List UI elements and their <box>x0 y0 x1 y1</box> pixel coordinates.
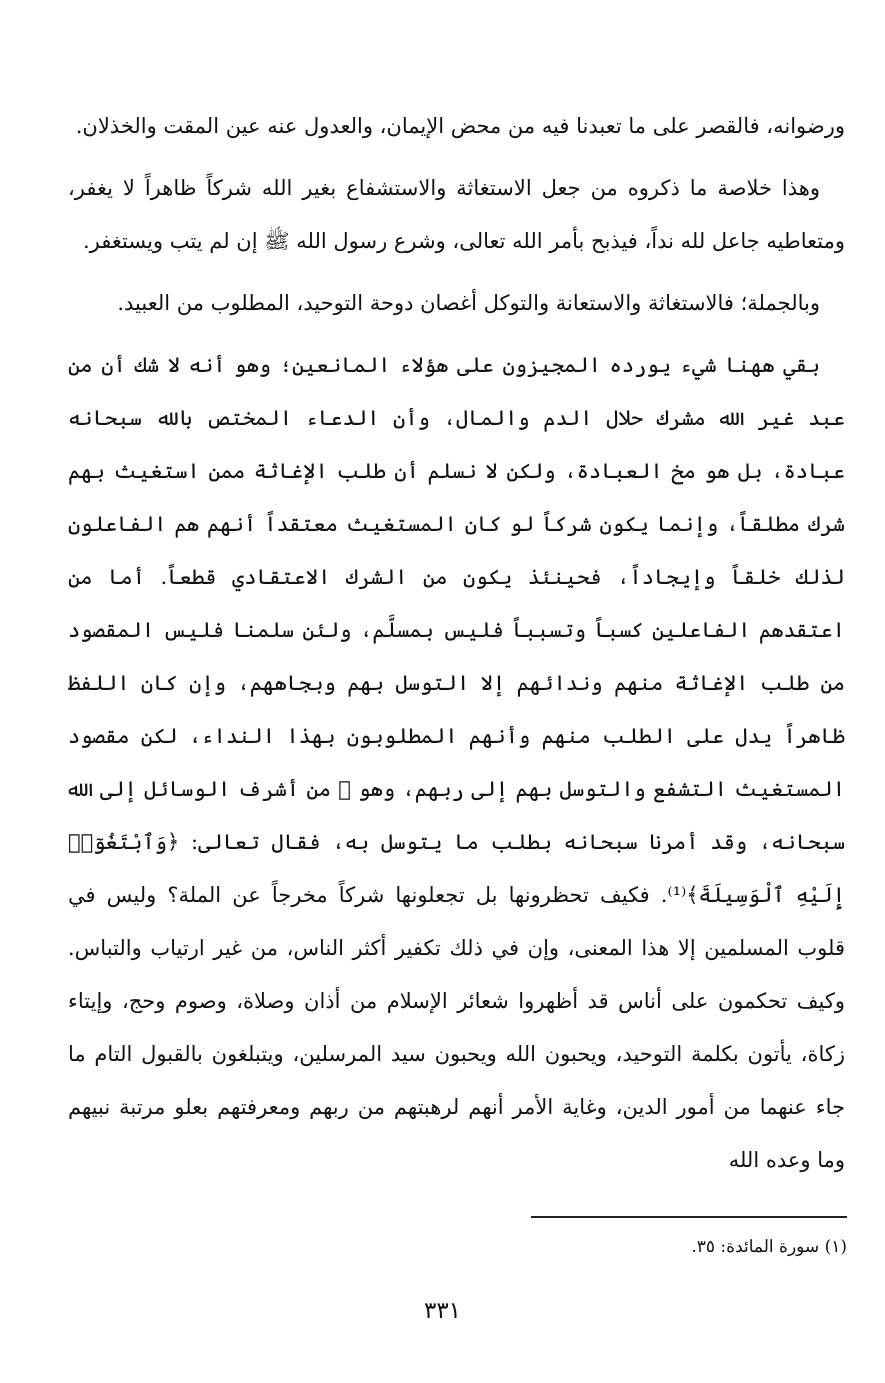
paragraph-4: بقي ههنا شيء يورده المجيزون على هؤلاء المانعين؛ وهو أنه لا شك أن من عبد غير الله مشرك حلال الدم والمال، وأن الدعاء المختص بالله سبحانه عبادة، بل هو مخ العبادة، ولكن لا نسلم أن طلب الإغاثة ممن استغيث بهم شرك مطلقاً، وإنما يكون شركاً لو كان المستغيث معتقداً أنهم هم الفاعلون لذلك خلقاً وإيجاداً، فحينئذ يكون من الشرك الاعتقادي قطعاً. أما من اعتقدهم الفاعلين كسباً وتسبباً فليس بمسلَّم، ولئن سلمنا فليس المقصود من طلب الإغاثة منهم وندائهم إلا التوسل بهم وبجاههم، وإن كان اللفظ ظاهراً يدل على الطلب منهم وأنهم المطلوبون بهذا النداء، لكن مقصود المستغيث التشفع والتوسل بهم إلى ربهم، وهو ﷺ من أشرف الوسائل إلى الله سبحانه، وقد أمرنا سبحانه بطلب ما يتوسل به، فقال تعالى: ﴿وَٱبْتَغُوٓا۟ إِلَيْهِ ٱلْوَسِيلَةَ﴾⁽¹⁾. فكيف تحظرونها بل تجعلونها شركاً مخرجاً عن الملة؟ وليس في قلوب المسلمين إلا هذا المعنى، وإن في ذلك تكفير أكثر الناس، من غير ارتياب والتباس. وكيف تحكمون على أناس قد أظهروا شعائر الإسلام من أذان وصلاة، وصوم وحج، وإيتاء زكاة، يأتون بكلمة التوحيد، ويحبون الله ويحبون سيد المرسلين، ويتبلغون بالقبول التام ما جاء عنهما من أمور الدين، وغاية الأمر أنهم لرهبتهم من ربهم ومعرفتهم بعلو مرتبة نبيهم وما وعده الله <box>68 353 845 1172</box>
paragraph-3: وبالجملة؛ فالاستغاثة والاستعانة والتوكل أغصان دوحة التوحيد، المطلوب من العبيد. <box>117 291 820 315</box>
page-number: ٣٣١ <box>423 1298 462 1324</box>
footnote-divider <box>531 1216 847 1218</box>
footnote: (١) سورة المائدة: ٣٥. <box>691 1237 847 1257</box>
body-text <box>68 100 845 1196</box>
paragraph-1: ورضوانه، فالقصر على ما تعبدنا فيه من محض الإيمان، والعدول عنه عين المقت والخذلان. <box>75 114 845 138</box>
paragraph-2: وهذا خلاصة ما ذكروه من جعل الاستغاثة والاستشفاع بغير الله شركاً ظاهراً لا يغفر، ومتعاطيه جاعل لله نداً، فيذبح بأمر الله تعالى، وشرع رسول الله ﷺ إن لم يتب ويستغفر. <box>68 176 845 253</box>
